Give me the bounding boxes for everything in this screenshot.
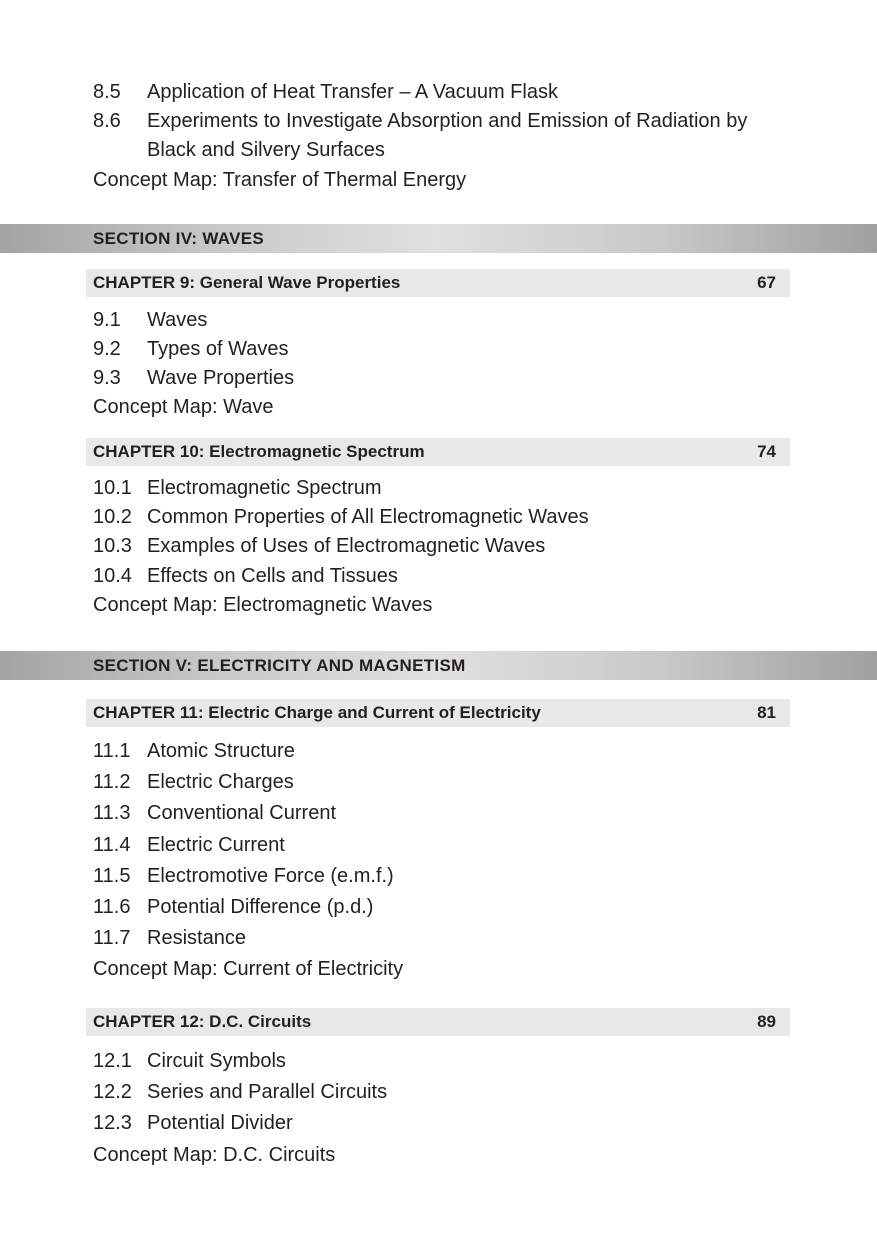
entry-title: Common Properties of All Electromagnetic Waves xyxy=(147,506,589,528)
chapter-heading[interactable] xyxy=(86,269,790,297)
chapter-page-number: 67 xyxy=(757,273,776,292)
section-heading xyxy=(0,224,877,253)
concept-map-entry[interactable]: Concept Map: Wave xyxy=(93,396,274,418)
entry-title: Waves xyxy=(147,309,208,331)
entry-title: Potential Divider xyxy=(147,1112,293,1134)
toc-entry[interactable] xyxy=(93,1080,387,1104)
entry-title: Electromagnetic Spectrum xyxy=(147,477,382,499)
entry-number: 11.3 xyxy=(93,802,131,824)
toc-entry[interactable] xyxy=(93,80,558,104)
entry-number: 10.4 xyxy=(93,565,132,587)
chapter-title: CHAPTER 12: D.C. Circuits xyxy=(93,1012,312,1031)
toc-entry[interactable] xyxy=(93,770,294,794)
entry-number: 9.1 xyxy=(93,309,121,331)
entry-number: 8.6 xyxy=(93,110,121,132)
toc-entry[interactable] xyxy=(93,833,285,857)
entry-number: 11.5 xyxy=(93,865,131,887)
toc-entry[interactable] xyxy=(93,366,294,390)
entry-number: 9.2 xyxy=(93,338,121,360)
chapter-heading[interactable] xyxy=(86,1008,790,1036)
entry-number: 11.6 xyxy=(93,896,131,918)
toc-entry-continuation: Black and Silvery Surfaces xyxy=(147,139,385,161)
entry-number: 11.1 xyxy=(93,740,131,762)
toc-entry[interactable] xyxy=(93,564,398,588)
entry-title: Experiments to Investigate Absorption and Emission of Radiation by xyxy=(147,110,748,132)
entry-number: 12.1 xyxy=(93,1050,132,1072)
toc-entry[interactable] xyxy=(93,801,336,825)
toc-entry[interactable] xyxy=(93,1111,293,1135)
concept-map-entry[interactable]: Concept Map: Transfer of Thermal Energy xyxy=(93,169,467,191)
entry-number: 9.3 xyxy=(93,367,121,389)
entry-number: 10.2 xyxy=(93,506,132,528)
entry-number: 11.4 xyxy=(93,834,131,856)
toc-entry[interactable] xyxy=(93,337,289,361)
entry-title: Types of Waves xyxy=(147,338,289,360)
chapter-heading[interactable] xyxy=(86,699,790,727)
section-title: SECTION IV: WAVES xyxy=(93,229,265,248)
entry-title: Electric Charges xyxy=(147,771,294,793)
entry-number: 12.3 xyxy=(93,1112,132,1134)
entry-title: Conventional Current xyxy=(147,802,336,824)
concept-map-entry[interactable]: Concept Map: Electromagnetic Waves xyxy=(93,594,433,616)
section-heading xyxy=(0,651,877,680)
section-title: SECTION V: ELECTRICITY AND MAGNETISM xyxy=(93,656,466,675)
toc-entry[interactable] xyxy=(93,505,589,529)
entry-title: Circuit Symbols xyxy=(147,1050,286,1072)
entry-title: Electromotive Force (e.m.f.) xyxy=(147,865,394,887)
concept-map-entry[interactable]: Concept Map: D.C. Circuits xyxy=(93,1144,336,1166)
entry-number: 10.1 xyxy=(93,477,132,499)
toc-entry[interactable] xyxy=(93,926,246,950)
entry-number: 12.2 xyxy=(93,1081,132,1103)
entry-title: Examples of Uses of Electromagnetic Waves xyxy=(147,535,546,557)
toc-entry[interactable] xyxy=(93,739,295,763)
toc-entry[interactable] xyxy=(93,476,382,500)
entry-number: 10.3 xyxy=(93,535,132,557)
chapter-title: CHAPTER 10: Electromagnetic Spectrum xyxy=(93,442,425,461)
entry-number: 11.7 xyxy=(93,927,131,949)
chapter-title: CHAPTER 9: General Wave Properties xyxy=(93,273,401,292)
entry-title: Application of Heat Transfer – A Vacuum Flask xyxy=(147,81,558,103)
entry-number: 11.2 xyxy=(93,771,131,793)
chapter-page-number: 89 xyxy=(757,1012,776,1031)
toc-entry[interactable] xyxy=(93,534,545,558)
toc-entry[interactable] xyxy=(93,864,394,888)
toc-entry[interactable] xyxy=(93,109,747,133)
entry-title: Series and Parallel Circuits xyxy=(147,1081,388,1103)
entry-title: Wave Properties xyxy=(147,367,295,389)
chapter-page-number: 81 xyxy=(757,703,776,722)
entry-title: Resistance xyxy=(147,927,246,949)
entry-title: Electric Current xyxy=(147,834,285,856)
chapter-title: CHAPTER 11: Electric Charge and Current of Electricity xyxy=(93,703,541,722)
entry-number: 8.5 xyxy=(93,81,121,103)
toc-entry[interactable] xyxy=(93,308,207,332)
chapter-heading[interactable] xyxy=(86,438,790,466)
entry-title: Atomic Structure xyxy=(147,740,295,762)
entry-title: Potential Difference (p.d.) xyxy=(147,896,374,918)
chapter-page-number: 74 xyxy=(757,442,776,461)
concept-map-entry[interactable]: Concept Map: Current of Electricity xyxy=(93,958,404,980)
toc-entry[interactable] xyxy=(93,895,373,919)
entry-title: Effects on Cells and Tissues xyxy=(147,565,398,587)
toc-entry[interactable] xyxy=(93,1049,286,1073)
